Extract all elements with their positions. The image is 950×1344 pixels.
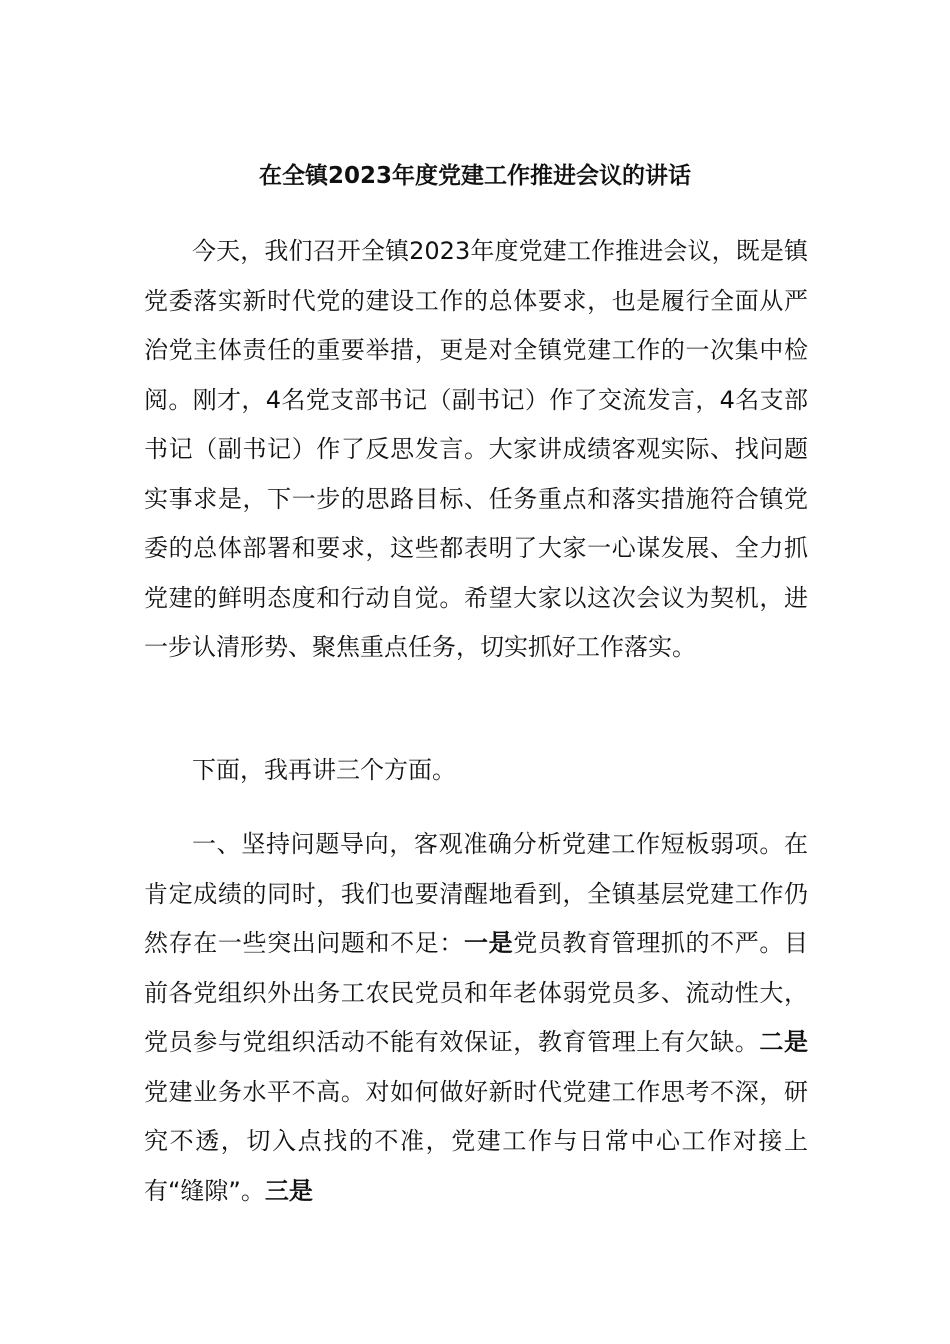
paragraph-opening: [144, 227, 808, 673]
paragraph-transition-text: 下面，我再讲三个方面。: [192, 756, 456, 784]
point-one-text: 党员教育管理抓的不严。目前各党组织外出务工农民党员和年老体弱党员多、流动性大，党员参与党组织活动不能有效保证，教育管理上有欠缺。: [144, 929, 809, 1056]
paragraph-transition: [144, 746, 808, 796]
point-one-label: 一是: [464, 929, 514, 957]
point-two-label: 二是: [759, 1028, 809, 1056]
paragraph-section-one-text: [144, 820, 808, 1216]
section-one-intro: 一、坚持问题导向，客观准确分析党建工作短板弱项。在肯定成绩的同时，我们也要清醒地看到，全镇基层党建工作仍然存在一些突出问题和不足：: [144, 830, 808, 957]
point-two-text: 党建业务水平不高。对如何做好新时代党建工作思考不深，研究不透，切入点找的不准，党建工作与日常中心工作对接上有“缝隙”。: [144, 1077, 808, 1205]
document-title: 在全镇2023年度党建工作推进会议的讲话: [258, 163, 691, 189]
paragraph-opening-text: 今天，我们召开全镇2023年度党建工作推进会议，既是镇党委落实新时代党的建设工作的总体要求，也是履行全面从严治党主体责任的重要举措，更是对全镇党建工作的一次集中检阅。刚才，4名党支部书记（副书记）作了交流发言，4名支部书记（副书记）作了反思发言。大家讲成绩客观实际、找问题实事求是，下一步的思路目标、任务重点和落实措施符合镇党委的总体部署和要求，这些都表明了大家一心谋发展、全力抓党建的鲜明态度和行动自觉。希望大家以这次会议为契机，进一步认清形势、聚焦重点任务，切实抓好工作落实。: [144, 237, 808, 661]
paragraph-section-one: [144, 820, 808, 1216]
point-three-label: 三是: [264, 1176, 313, 1205]
